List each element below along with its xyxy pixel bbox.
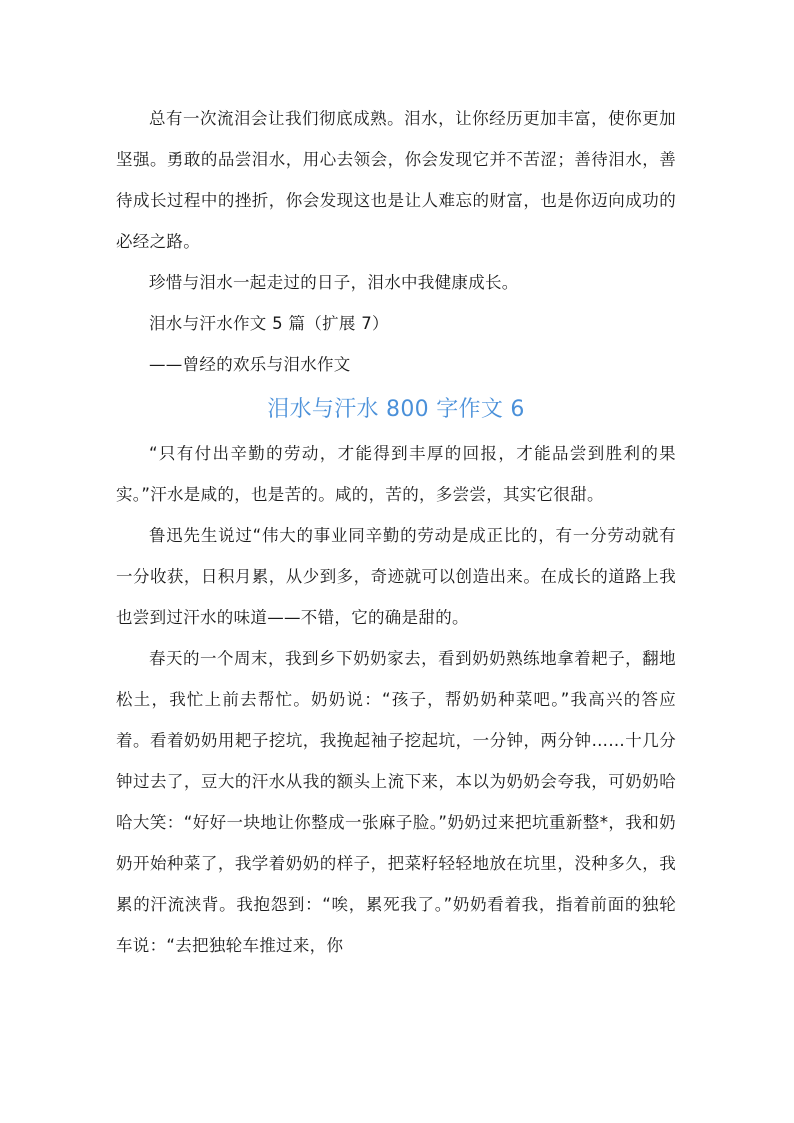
paragraph: 泪水与汗水作文 5 篇（扩展 7）: [149, 314, 389, 333]
paragraph: 春天的一个周末，我到乡下奶奶家去，看到奶奶熟练地拿着耙子，翻地松土，我忙上前去帮忙。奶奶说：“孩子，帮奶奶种菜吧。”我高兴的答应着。看着奶奶用耙子挖坑，我挽起袖子挖起坑，一分钟，两分钟……十几分钟过去了，豆大的汗水从我的额头上流下来，本以为奶奶会夸我，可奶奶哈哈大笑：“好好一块地让你整成一张麻子脸。”奶奶过来把坑重新整*，我和奶奶开始种菜了，我学着奶奶的样子，把菜籽轻轻地放在坑里，没种多久，我累的汗流浃背。我抱怨到：“唉，累死我了。”奶奶看着我，指着前面的独轮车说：“去把独轮车推过来，你: [116, 649, 676, 955]
paragraph: “只有付出辛勤的劳动，才能得到丰厚的回报，才能品尝到胜利的果实。”汗水是咸的，也是苦的。咸的，苦的，多尝尝，其实它很甜。: [116, 444, 676, 504]
paragraph: 总有一次流泪会让我们彻底成熟。泪水，让你经历更加丰富，使你更加坚强。勇敢的品尝泪水，用心去领会，你会发现它并不苦涩；善待泪水，善待成长过程中的挫折，你会发现这也是让人难忘的财富，也是你迈向成功的必经之路。: [116, 109, 676, 251]
document-body: [116, 98, 676, 966]
paragraph: 珍惜与泪水一起走过的日子，泪水中我健康成长。: [149, 273, 519, 292]
paragraph: 鲁迅先生说过“伟大的事业同辛勤的劳动是成正比的，有一分劳动就有一分收获，日积月累，从少到多，奇迹就可以创造出来。在成长的道路上我也尝到过汗水的味道——不错，它的确是甜的。: [116, 526, 676, 627]
paragraph: ——曾经的欢乐与泪水作文: [149, 355, 351, 374]
section-heading: 泪水与汗水 800 字作文 6: [267, 397, 525, 422]
